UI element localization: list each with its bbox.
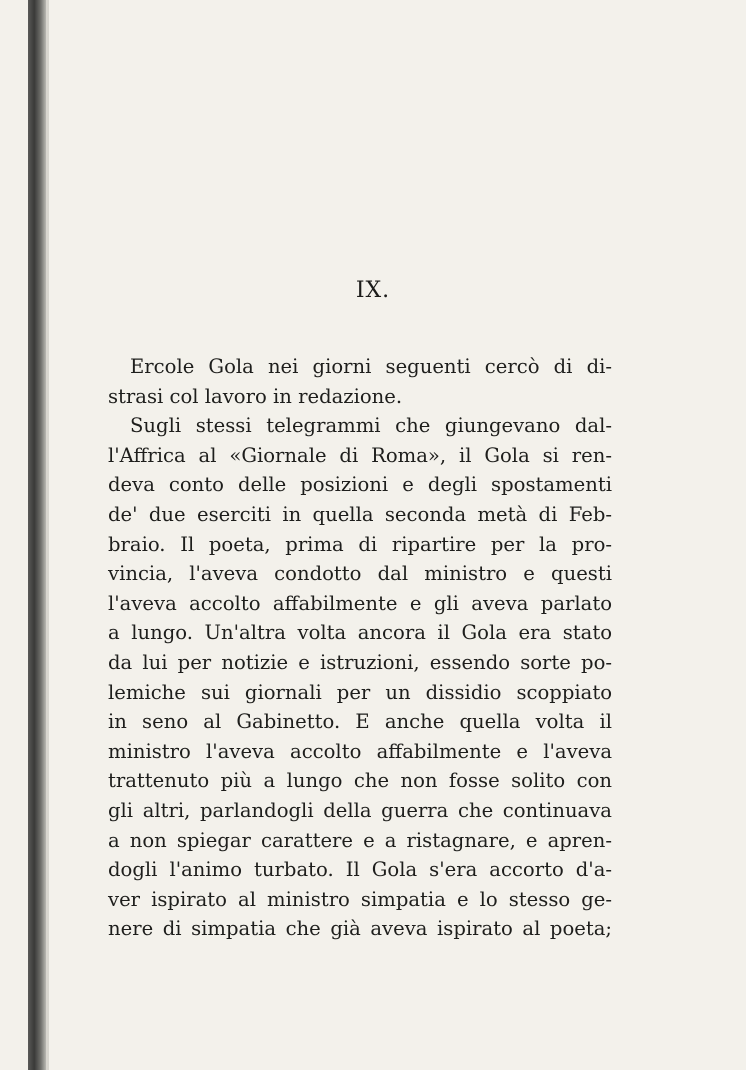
text-line: Sugli stessi telegrammi che giungevano dal- [130, 414, 612, 438]
text-line: a non spiegar carattere e a ristagnare, e apren- [108, 828, 612, 852]
text-line: nere di simpatia che già aveva ispirato al poeta; [108, 917, 612, 941]
chapter-heading: IX. [355, 278, 391, 303]
text-line: ver ispirato al ministro simpatia e lo stesso ge- [108, 887, 612, 911]
page-edge [46, 0, 49, 1070]
text-line: a lungo. Un'altra volta ancora il Gola era stato [108, 621, 612, 645]
text-line: de' due eserciti in quella seconda metà di Feb- [108, 502, 612, 526]
text-line: dogli l'animo turbato. Il Gola s'era accorto d'a- [108, 858, 612, 882]
text-line: l'aveva accolto affabilmente e gli aveva parlato [108, 591, 612, 615]
text-line: l'Affrica al «Giornale di Roma», il Gola si ren- [108, 443, 612, 467]
text-line: lemiche sui giornali per un dissidio scoppiato [108, 680, 612, 704]
text-line: da lui per notizie e istruzioni, essendo sorte po- [108, 650, 612, 674]
text-line: Ercole Gola nei giorni seguenti cercò di di- [130, 355, 612, 378]
text-line: deva conto delle posizioni e degli spostamenti [108, 473, 612, 497]
text-line: braio. Il poeta, prima di ripartire per la pro- [108, 532, 612, 556]
text-line: ministro l'aveva accolto affabilmente e l'aveva [108, 739, 612, 763]
text-line: trattenuto più a lungo che non fosse solito con [108, 769, 612, 793]
book-binding-shadow [28, 0, 46, 1070]
body-text [108, 352, 612, 944]
text-line: gli altri, parlandogli della guerra che continuava [108, 798, 612, 822]
text-line: vincia, l'aveva condotto dal ministro e questi [108, 562, 612, 586]
text-line: strasi col lavoro in redazione. [108, 384, 403, 408]
text-line: in seno al Gabinetto. E anche quella volta il [108, 710, 612, 734]
